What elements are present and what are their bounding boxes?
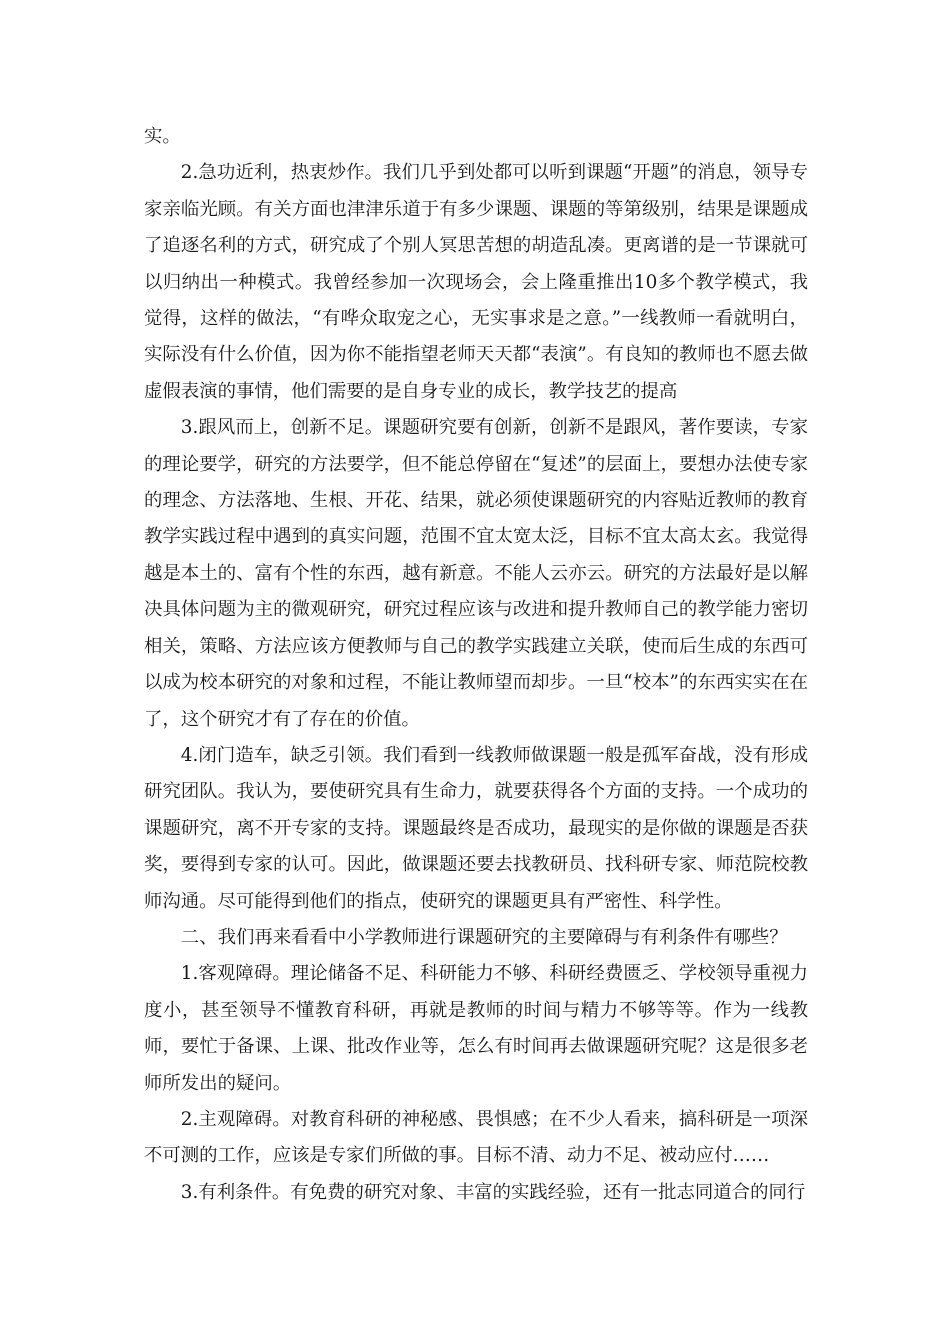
paragraph-objective-obstacles: 1.客观障碍。理论储备不足、科研能力不够、科研经费匮乏、学校领导重视力度小，甚至领导不懂教育科研，再就是教师的时间与精力不够等等。作为一线教师，要忙于备课、上课、批改作业等，怎么有时间再去做课题研究呢？这是很多老师所发出的疑问。 [144, 963, 808, 1094]
document-body [144, 119, 808, 1211]
paragraph-point-3: 3.跟风而上，创新不足。课题研究要有创新，创新不是跟风，著作要读，专家的理论要学，研究的方法要学，但不能总停留在“复述”的层面上，要想办法使专家的理念、方法落地、生根、开花、结果，就必须使课题研究的内容贴近教师的教育教学实践过程中遇到的真实问题，范围不宜太宽太泛，目标不宜太高太玄。我觉得越是本土的、富有个性的东西，越有新意。不能人云亦云。研究的方法最好是以解决具体问题为主的微观研究，研究过程应该与改进和提升教师自己的教学能力密切相关，策略、方法应该方便教师与自己的教学实践建立关联，使而后生成的东西可以成为校本研究的对象和过程，不能让教师望而却步。一旦“校本”的东西实实在在了，这个研究才有了存在的价值。 [144, 417, 808, 730]
section-heading-2: 二、我们再来看看中小学教师进行课题研究的主要障碍与有利条件有哪些？ [180, 926, 788, 948]
paragraph-point-2: 2.急功近利，热衷炒作。我们几乎到处都可以听到课题“开题”的消息，领导专家亲临光顾。有关方面也津津乐道于有多少课题、课题的等第级别，结果是课题成了追逐名利的方式，研究成了个别人冥思苦想的胡造乱凑。更离谱的是一节课就可以归纳出一种模式。我曾经参加一次现场会，会上隆重推出10多个教学模式，我觉得，这样的做法，“有哗众取宠之心，无实事求是之意。”一线教师一看就明白，实际没有什么价值，因为你不能指望老师天天都“表演”。有良知的教师也不愿去做虚假表演的事情，他们需要的是自身专业的成长，教学技艺的提高 [144, 162, 808, 402]
paragraph-subjective-obstacles: 2.主观障碍。对教育科研的神秘感、畏惧感；在不少人看来，搞科研是一项深不可测的工作，应该是专家们所做的事。目标不清、动力不足、被动应付…… [144, 1108, 808, 1167]
paragraph-point-4: 4.闭门造车，缺乏引领。我们看到一线教师做课题一般是孤军奋战，没有形成研究团队。我认为，要使研究具有生命力，就要获得各个方面的支持。一个成功的课题研究，离不开专家的支持。课题最终是否成功，最现实的是你做的课题是否获奖，要得到专家的认可。因此，做课题还要去找教研员、找科研专家、师范院校教师沟通。尽可能得到他们的指点，使研究的课题更具有严密性、科学性。 [144, 744, 808, 912]
paragraph-continuation: 实。 [144, 126, 181, 147]
paragraph-favorable-conditions: 3.有利条件。有免费的研究对象、丰富的实践经验，还有一批志同道合的同行 [180, 1181, 806, 1203]
